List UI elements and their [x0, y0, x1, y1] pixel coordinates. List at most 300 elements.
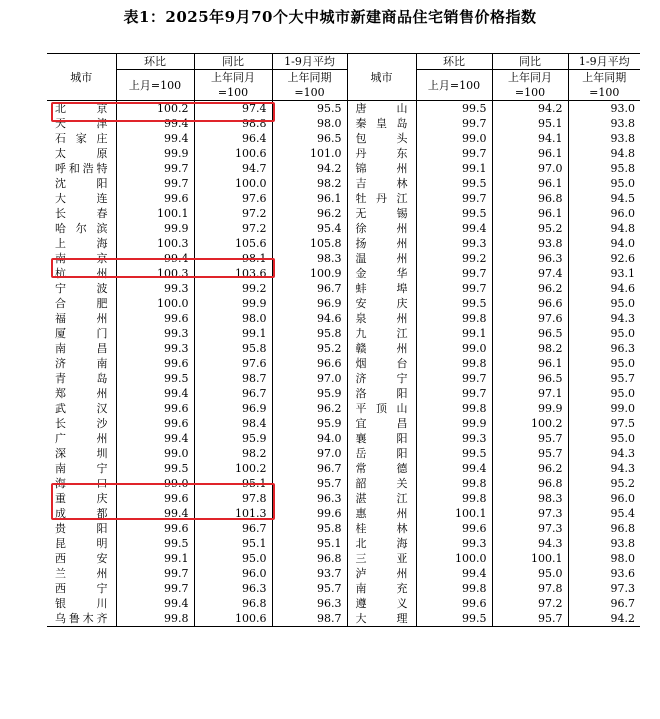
table-row: [47, 386, 640, 401]
yoy-left: 96.9: [194, 401, 272, 416]
yoy-left: 99.9: [194, 296, 272, 311]
yoy-right: 97.3: [492, 521, 568, 536]
mom-right: 99.8: [416, 401, 492, 416]
table-row: [47, 221, 640, 236]
mom-left: 99.6: [116, 356, 194, 371]
mom-left: 99.7: [116, 176, 194, 191]
ytd-right: 95.8: [568, 161, 640, 176]
mom-left: 99.4: [116, 116, 194, 131]
yoy-right: 95.0: [492, 566, 568, 581]
city-left: 北京: [55, 102, 108, 115]
ytd-right: 94.0: [568, 236, 640, 251]
ytd-right: 95.0: [568, 176, 640, 191]
yoy-left: 96.0: [194, 566, 272, 581]
ytd-right: 94.2: [568, 611, 640, 627]
mom-right: 99.7: [416, 146, 492, 161]
table-row: [47, 521, 640, 536]
mom-sub-left: 上月=100: [116, 70, 194, 101]
mom-left: 99.7: [116, 161, 194, 176]
city-right: 大理: [347, 611, 416, 627]
city-right: 蚌埠: [347, 281, 416, 296]
city-left: 广州: [55, 432, 108, 445]
ytd-right: 95.0: [568, 326, 640, 341]
ytd-header-right: 1-9月平均: [568, 54, 640, 70]
city-right: 吉林: [347, 176, 416, 191]
yoy-right: 95.1: [492, 116, 568, 131]
yoy-left: 98.2: [194, 446, 272, 461]
table-row: [47, 176, 640, 191]
ytd-sub-right-2: =100: [568, 85, 640, 101]
city-left: 西宁: [55, 582, 108, 595]
yoy-right: 97.0: [492, 161, 568, 176]
yoy-right: 94.1: [492, 131, 568, 146]
table-row: [47, 476, 640, 491]
yoy-left: 96.7: [194, 521, 272, 536]
ytd-left: 98.2: [272, 176, 347, 191]
city-left: 乌鲁木齐: [47, 611, 116, 627]
mom-left: 99.9: [116, 221, 194, 236]
yoy-left: 103.6: [194, 266, 272, 281]
yoy-left: 100.6: [194, 611, 272, 627]
ytd-left: 100.9: [272, 266, 347, 281]
mom-left: 99.4: [116, 596, 194, 611]
city-right: 无锡: [347, 206, 416, 221]
mom-left: 99.6: [116, 416, 194, 431]
city-left: 厦门: [55, 327, 108, 340]
city-right: 桂林: [347, 521, 416, 536]
ytd-right: 93.6: [568, 566, 640, 581]
mom-right: 99.5: [416, 296, 492, 311]
mom-left: 100.3: [116, 236, 194, 251]
yoy-left: 100.0: [194, 176, 272, 191]
city-left: 长沙: [55, 417, 108, 430]
ytd-left: 95.8: [272, 326, 347, 341]
ytd-left: 96.9: [272, 296, 347, 311]
ytd-right: 98.0: [568, 551, 640, 566]
ytd-left: 96.3: [272, 491, 347, 506]
ytd-left: 96.6: [272, 356, 347, 371]
ytd-right: 95.4: [568, 506, 640, 521]
table-row: [47, 566, 640, 581]
yoy-left: 97.2: [194, 206, 272, 221]
yoy-left: 96.4: [194, 131, 272, 146]
mom-right: 99.8: [416, 491, 492, 506]
yoy-right: 96.2: [492, 461, 568, 476]
city-left: 西安: [55, 552, 108, 565]
ytd-left: 96.8: [272, 551, 347, 566]
yoy-right: 96.1: [492, 356, 568, 371]
city-right: 常德: [347, 461, 416, 476]
ytd-right: 93.8: [568, 536, 640, 551]
yoy-left: 98.1: [194, 251, 272, 266]
ytd-right: 94.6: [568, 281, 640, 296]
yoy-right: 96.5: [492, 371, 568, 386]
mom-left: 99.6: [116, 311, 194, 326]
city-left: 宁波: [55, 282, 108, 295]
mom-left: 99.9: [116, 146, 194, 161]
table-row: [47, 401, 640, 416]
mom-right: 99.5: [416, 446, 492, 461]
mom-left: 100.0: [116, 296, 194, 311]
yoy-header-right: 同比: [492, 54, 568, 70]
table-row: [47, 296, 640, 311]
table-row: [47, 326, 640, 341]
ytd-right: 94.8: [568, 146, 640, 161]
table-row: [47, 506, 640, 521]
mom-right: 99.3: [416, 536, 492, 551]
table-row: [47, 281, 640, 296]
yoy-right: 97.1: [492, 386, 568, 401]
table-row: [47, 191, 640, 206]
mom-right: 99.7: [416, 191, 492, 206]
mom-header-right: 环比: [416, 54, 492, 70]
city-right: 惠州: [347, 506, 416, 521]
yoy-right: 96.2: [492, 281, 568, 296]
yoy-left: 95.1: [194, 476, 272, 491]
yoy-left: 98.8: [194, 116, 272, 131]
mom-left: 99.4: [116, 131, 194, 146]
yoy-left: 95.0: [194, 551, 272, 566]
ytd-right: 95.0: [568, 386, 640, 401]
yoy-right: 95.7: [492, 431, 568, 446]
ytd-right: 97.3: [568, 581, 640, 596]
yoy-right: 96.1: [492, 146, 568, 161]
mom-left: 99.6: [116, 491, 194, 506]
city-right: 泸州: [347, 566, 416, 581]
yoy-sub-left-1: 上年同月: [194, 70, 272, 86]
city-right: 三亚: [347, 551, 416, 566]
city-right: 泉州: [347, 311, 416, 326]
ytd-left: 96.2: [272, 401, 347, 416]
yoy-left: 98.0: [194, 311, 272, 326]
table-row: [47, 596, 640, 611]
city-right: 丹东: [347, 146, 416, 161]
city-left: 银川: [55, 597, 108, 610]
city-left: 昆明: [55, 537, 108, 550]
yoy-right: 93.8: [492, 236, 568, 251]
ytd-left: 94.0: [272, 431, 347, 446]
city-left: 天津: [55, 117, 108, 130]
city-left: 长春: [55, 207, 108, 220]
city-right: 徐州: [347, 221, 416, 236]
city-right: 北海: [347, 536, 416, 551]
yoy-left: 99.1: [194, 326, 272, 341]
city-left: 南昌: [55, 342, 108, 355]
ytd-left: 101.0: [272, 146, 347, 161]
city-left: 福州: [55, 312, 108, 325]
mom-right: 99.3: [416, 236, 492, 251]
ytd-right: 95.0: [568, 356, 640, 371]
mom-right: 99.4: [416, 221, 492, 236]
ytd-left: 94.6: [272, 311, 347, 326]
mom-left: 99.3: [116, 281, 194, 296]
ytd-left: 98.0: [272, 116, 347, 131]
ytd-right: 95.0: [568, 296, 640, 311]
mom-right: 99.7: [416, 266, 492, 281]
yoy-right: 100.2: [492, 416, 568, 431]
yoy-left: 96.8: [194, 596, 272, 611]
yoy-left: 98.4: [194, 416, 272, 431]
ytd-left: 95.7: [272, 476, 347, 491]
table-row: [47, 146, 640, 161]
mom-left: 99.5: [116, 461, 194, 476]
city-right: 安庆: [347, 296, 416, 311]
city-right: 韶关: [347, 476, 416, 491]
ytd-left: 96.7: [272, 461, 347, 476]
yoy-left: 97.6: [194, 191, 272, 206]
city-left: 兰州: [55, 567, 108, 580]
city-right: 金华: [347, 266, 416, 281]
mom-left: 100.1: [116, 206, 194, 221]
ytd-left: 105.8: [272, 236, 347, 251]
table-row: [47, 101, 640, 117]
ytd-right: 94.8: [568, 221, 640, 236]
mom-right: 99.1: [416, 161, 492, 176]
yoy-right: 94.2: [492, 101, 568, 117]
yoy-right: 96.6: [492, 296, 568, 311]
city-right: 秦皇岛: [347, 116, 416, 131]
city-right: 赣州: [347, 341, 416, 356]
ytd-right: 96.8: [568, 521, 640, 536]
ytd-left: 96.3: [272, 596, 347, 611]
yoy-right: 97.6: [492, 311, 568, 326]
ytd-left: 94.2: [272, 161, 347, 176]
yoy-right: 94.3: [492, 536, 568, 551]
city-left: 上海: [55, 237, 108, 250]
ytd-right: 94.3: [568, 446, 640, 461]
ytd-right: 93.8: [568, 116, 640, 131]
city-right: 洛阳: [347, 386, 416, 401]
ytd-right: 97.5: [568, 416, 640, 431]
mom-left: 99.5: [116, 371, 194, 386]
ytd-right: 93.0: [568, 101, 640, 117]
mom-right: 99.5: [416, 611, 492, 627]
table-row: [47, 251, 640, 266]
city-right: 襄阳: [347, 431, 416, 446]
mom-right: 99.7: [416, 116, 492, 131]
mom-right: 99.9: [416, 416, 492, 431]
city-right: 唐山: [347, 101, 416, 117]
mom-left: 99.5: [116, 536, 194, 551]
table-row: [47, 536, 640, 551]
mom-right: 100.0: [416, 551, 492, 566]
city-right: 济宁: [347, 371, 416, 386]
city-right: 遵义: [347, 596, 416, 611]
mom-right: 99.6: [416, 521, 492, 536]
table-row: [47, 461, 640, 476]
table-row: [47, 551, 640, 566]
price-index-table: [47, 53, 640, 627]
yoy-right: 95.7: [492, 446, 568, 461]
header-row-1: [47, 54, 640, 70]
mom-right: 99.0: [416, 131, 492, 146]
ytd-left: 97.0: [272, 446, 347, 461]
ytd-left: 96.5: [272, 131, 347, 146]
ytd-left: 95.5: [272, 101, 347, 117]
city-left: 青岛: [55, 372, 108, 385]
ytd-left: 98.7: [272, 611, 347, 627]
table-row: [47, 266, 640, 281]
mom-left: 99.4: [116, 506, 194, 521]
mom-left: 99.7: [116, 566, 194, 581]
ytd-left: 95.9: [272, 416, 347, 431]
ytd-right: 99.0: [568, 401, 640, 416]
mom-right: 99.8: [416, 356, 492, 371]
mom-left: 99.4: [116, 386, 194, 401]
city-left: 南宁: [55, 462, 108, 475]
mom-right: 99.5: [416, 176, 492, 191]
yoy-left: 101.3: [194, 506, 272, 521]
ytd-left: 96.7: [272, 281, 347, 296]
ytd-left: 93.7: [272, 566, 347, 581]
ytd-left: 99.6: [272, 506, 347, 521]
yoy-left: 95.9: [194, 431, 272, 446]
mom-right: 99.5: [416, 101, 492, 117]
yoy-header-left: 同比: [194, 54, 272, 70]
yoy-left: 96.3: [194, 581, 272, 596]
ytd-left: 96.1: [272, 191, 347, 206]
table-row: [47, 236, 640, 251]
mom-left: 99.3: [116, 341, 194, 356]
table-row: [47, 371, 640, 386]
yoy-right: 98.2: [492, 341, 568, 356]
mom-left: 100.2: [116, 101, 194, 117]
ytd-right: 94.3: [568, 311, 640, 326]
yoy-right: 97.3: [492, 506, 568, 521]
mom-right: 100.1: [416, 506, 492, 521]
ytd-right: 96.7: [568, 596, 640, 611]
mom-right: 99.7: [416, 386, 492, 401]
city-right: 温州: [347, 251, 416, 266]
ytd-left: 97.0: [272, 371, 347, 386]
ytd-left: 98.3: [272, 251, 347, 266]
yoy-right: 97.2: [492, 596, 568, 611]
city-left: 郑州: [55, 387, 108, 400]
table-title: 表1：2025年9月70个大中城市新建商品住宅销售价格指数: [123, 8, 537, 26]
table-row: [47, 416, 640, 431]
table-row: [47, 161, 640, 176]
city-left: 哈尔滨: [55, 222, 108, 235]
header-row-2: [47, 70, 640, 86]
yoy-left: 97.6: [194, 356, 272, 371]
yoy-right: 99.9: [492, 401, 568, 416]
city-left: 贵阳: [55, 522, 108, 535]
yoy-left: 100.2: [194, 461, 272, 476]
city-right: 牡丹江: [347, 191, 416, 206]
ytd-right: 95.0: [568, 431, 640, 446]
yoy-sub-left-2: =100: [194, 85, 272, 101]
table-row: [47, 611, 640, 627]
ytd-sub-right-1: 上年同期: [568, 70, 640, 86]
ytd-left: 95.8: [272, 521, 347, 536]
table-row: [47, 446, 640, 461]
mom-left: 99.0: [116, 476, 194, 491]
ytd-left: 95.9: [272, 386, 347, 401]
city-right: 扬州: [347, 236, 416, 251]
yoy-right: 96.5: [492, 326, 568, 341]
table-row: [47, 131, 640, 146]
yoy-left: 98.7: [194, 371, 272, 386]
yoy-right: 100.1: [492, 551, 568, 566]
yoy-left: 95.1: [194, 536, 272, 551]
city-right: 九江: [347, 326, 416, 341]
yoy-left: 94.7: [194, 161, 272, 176]
ytd-left: 95.7: [272, 581, 347, 596]
city-left: 石家庄: [55, 132, 108, 145]
mom-right: 99.5: [416, 206, 492, 221]
city-left: 重庆: [55, 492, 108, 505]
mom-right: 99.8: [416, 581, 492, 596]
yoy-left: 100.6: [194, 146, 272, 161]
yoy-left: 105.6: [194, 236, 272, 251]
table-row: [47, 581, 640, 596]
yoy-left: 96.7: [194, 386, 272, 401]
ytd-header-left: 1-9月平均: [272, 54, 347, 70]
city-left: 成都: [55, 507, 108, 520]
mom-left: 99.8: [116, 611, 194, 627]
ytd-right: 95.2: [568, 476, 640, 491]
city-left: 呼和浩特: [55, 162, 108, 175]
ytd-left: 95.1: [272, 536, 347, 551]
yoy-right: 95.2: [492, 221, 568, 236]
yoy-right: 96.1: [492, 176, 568, 191]
mom-right: 99.0: [416, 341, 492, 356]
mom-right: 99.7: [416, 281, 492, 296]
mom-left: 99.6: [116, 401, 194, 416]
yoy-left: 97.4: [194, 101, 272, 117]
city-left: 南京: [55, 252, 108, 265]
city-right: 包头: [347, 131, 416, 146]
ytd-right: 95.7: [568, 371, 640, 386]
city-left: 合肥: [55, 297, 108, 310]
ytd-sub-left-1: 上年同期: [272, 70, 347, 86]
mom-header-left: 环比: [116, 54, 194, 70]
table-row: [47, 341, 640, 356]
yoy-left: 97.2: [194, 221, 272, 236]
mom-right: 99.3: [416, 431, 492, 446]
city-right: 宜昌: [347, 416, 416, 431]
mom-right: 99.8: [416, 311, 492, 326]
yoy-right: 96.8: [492, 191, 568, 206]
mom-left: 99.1: [116, 551, 194, 566]
table-body: [47, 101, 640, 627]
yoy-right: 96.3: [492, 251, 568, 266]
yoy-right: 96.8: [492, 476, 568, 491]
mom-right: 99.4: [416, 566, 492, 581]
ytd-left: 95.2: [272, 341, 347, 356]
ytd-right: 96.0: [568, 491, 640, 506]
yoy-left: 95.8: [194, 341, 272, 356]
ytd-right: 94.5: [568, 191, 640, 206]
ytd-sub-left-2: =100: [272, 85, 347, 101]
mom-left: 99.0: [116, 446, 194, 461]
ytd-left: 96.2: [272, 206, 347, 221]
ytd-right: 96.0: [568, 206, 640, 221]
city-left: 济南: [55, 357, 108, 370]
mom-right: 99.2: [416, 251, 492, 266]
yoy-right: 97.8: [492, 581, 568, 596]
city-right: 南充: [347, 581, 416, 596]
city-right: 锦州: [347, 161, 416, 176]
ytd-right: 96.3: [568, 341, 640, 356]
yoy-left: 99.2: [194, 281, 272, 296]
table-row: [47, 431, 640, 446]
city-left: 深圳: [55, 447, 108, 460]
mom-left: 99.3: [116, 326, 194, 341]
city-header-right: 城市: [347, 54, 416, 101]
yoy-right: 97.4: [492, 266, 568, 281]
mom-left: 99.6: [116, 191, 194, 206]
